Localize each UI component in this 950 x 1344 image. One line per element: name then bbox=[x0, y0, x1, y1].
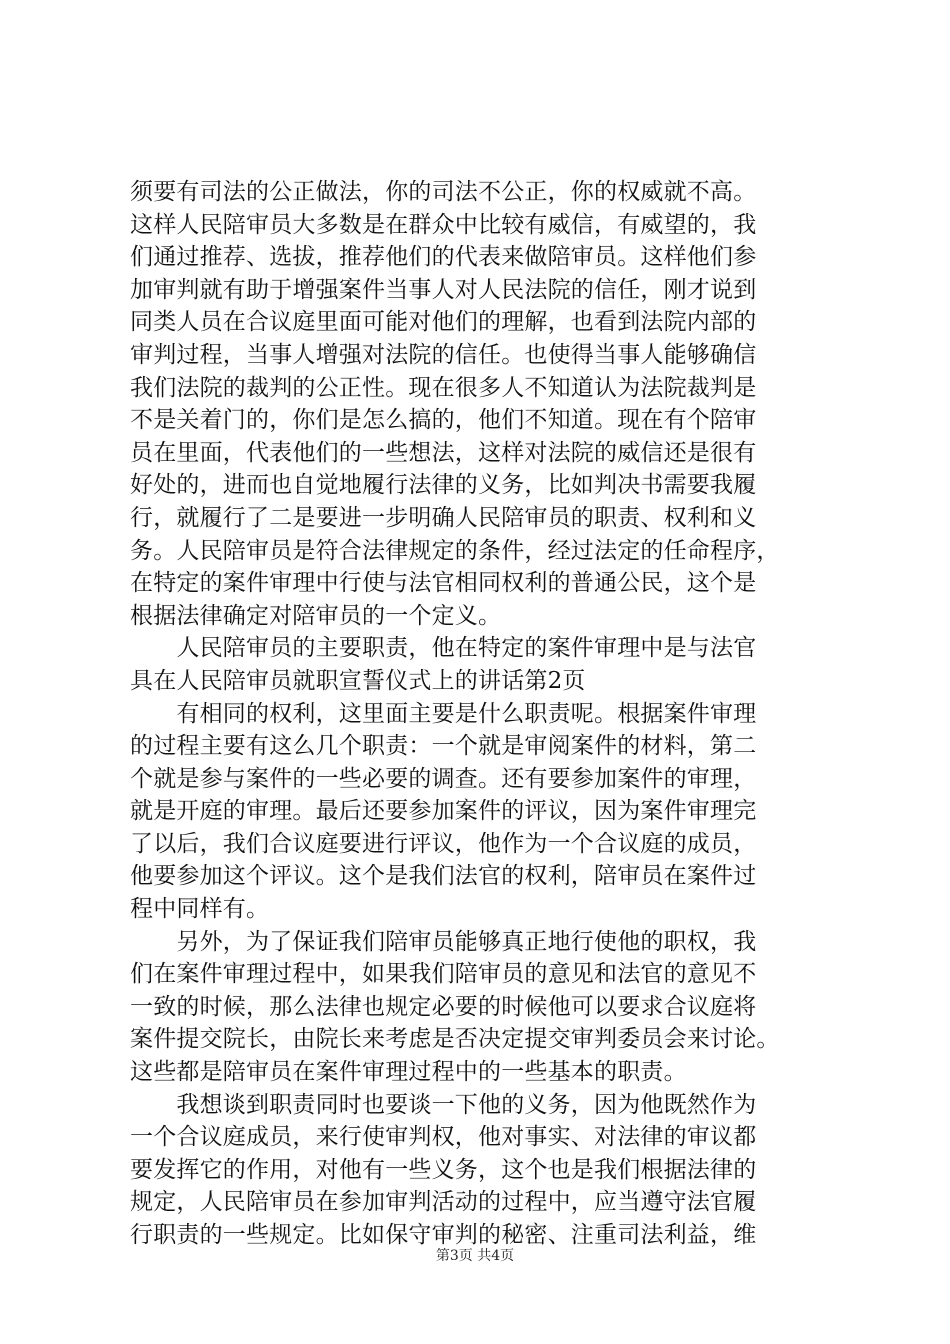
text-line: 的过程主要有这么几个职责：一个就是审阅案件的材料，第二 bbox=[130, 733, 757, 760]
text-line: 他要参加这个评议。这个是我们法官的权利，陪审员在案件过 bbox=[130, 863, 757, 890]
text-line: 我想谈到职责同时也要谈一下他的义务，因为他既然作为 bbox=[130, 1091, 757, 1118]
text-line: 务。人民陪审员是符合法律规定的条件，经过法定的任命程序， bbox=[130, 537, 780, 564]
text-line: 人民陪审员的主要职责，他在特定的案件审理中是与法官 bbox=[130, 635, 757, 662]
text-line: 加审判就有助于增强案件当事人对人民法院的信任，刚才说到 bbox=[130, 276, 757, 303]
body-text bbox=[130, 176, 830, 1252]
text-line: 在特定的案件审理中行使与法官相同权利的普通公民，这个是 bbox=[130, 570, 757, 597]
text-line: 另外，为了保证我们陪审员能够真正地行使他的职权，我 bbox=[130, 928, 757, 955]
text-line: 员在里面，代表他们的一些想法，这样对法院的威信还是很有 bbox=[130, 439, 757, 466]
text-line: 们通过推荐、选拔，推荐他们的代表来做陪审员。这样他们参 bbox=[130, 244, 757, 271]
text-line: 同类人员在合议庭里面可能对他们的理解，也看到法院内部的 bbox=[130, 309, 757, 336]
text-line: 行，就履行了二是要进一步明确人民陪审员的职责、权利和义 bbox=[130, 504, 757, 531]
text-line: 要发挥它的作用，对他有一些义务，这个也是我们根据法律的 bbox=[130, 1156, 757, 1183]
text-line: 不是关着门的，你们是怎么搞的，他们不知道。现在有个陪审 bbox=[130, 407, 757, 434]
text-line: 行职责的一些规定。比如保守审判的秘密、注重司法利益，维 bbox=[130, 1222, 757, 1248]
text-line: 就是开庭的审理。最后还要参加案件的评议，因为案件审理完 bbox=[130, 798, 757, 825]
text-line: 这样人民陪审员大多数是在群众中比较有威信，有威望的，我 bbox=[130, 211, 757, 238]
text-line: 具在人民陪审员就职宣誓仪式上的讲话第2页 bbox=[130, 667, 586, 694]
text-line: 一个合议庭成员，来行使审判权，他对事实、对法律的审议都 bbox=[130, 1124, 757, 1151]
text-line: 须要有司法的公正做法，你的司法不公正，你的权威就不高。 bbox=[130, 179, 757, 205]
text-line: 好处的，进而也自觉地履行法律的义务，比如判决书需要我履 bbox=[130, 472, 757, 499]
text-line: 有相同的权利，这里面主要是什么职责呢。根据案件审理 bbox=[130, 700, 757, 727]
text-line: 案件提交院长，由院长来考虑是否决定提交审判委员会来讨论。 bbox=[130, 1026, 780, 1053]
page-footer: 第3页 共4页 bbox=[435, 1248, 515, 1264]
text-line: 了以后，我们合议庭要进行评议，他作为一个合议庭的成员， bbox=[130, 830, 757, 857]
text-line: 审判过程，当事人增强对法院的信任。也使得当事人能够确信 bbox=[130, 341, 757, 368]
text-line: 这些都是陪审员在案件审理过程中的一些基本的职责。 bbox=[130, 1059, 687, 1086]
text-line: 一致的时候，那么法律也规定必要的时候他可以要求合议庭将 bbox=[130, 993, 757, 1020]
text-line: 规定，人民陪审员在参加审判活动的过程中，应当遵守法官履 bbox=[130, 1189, 757, 1216]
text-line: 程中同样有。 bbox=[130, 896, 270, 923]
text-line: 们在案件审理过程中，如果我们陪审员的意见和法官的意见不 bbox=[130, 961, 757, 988]
text-line: 我们法院的裁判的公正性。现在很多人不知道认为法院裁判是 bbox=[130, 374, 757, 401]
text-line: 个就是参与案件的一些必要的调查。还有要参加案件的审理， bbox=[130, 765, 757, 792]
text-line: 根据法律确定对陪审员的一个定义。 bbox=[130, 602, 502, 629]
